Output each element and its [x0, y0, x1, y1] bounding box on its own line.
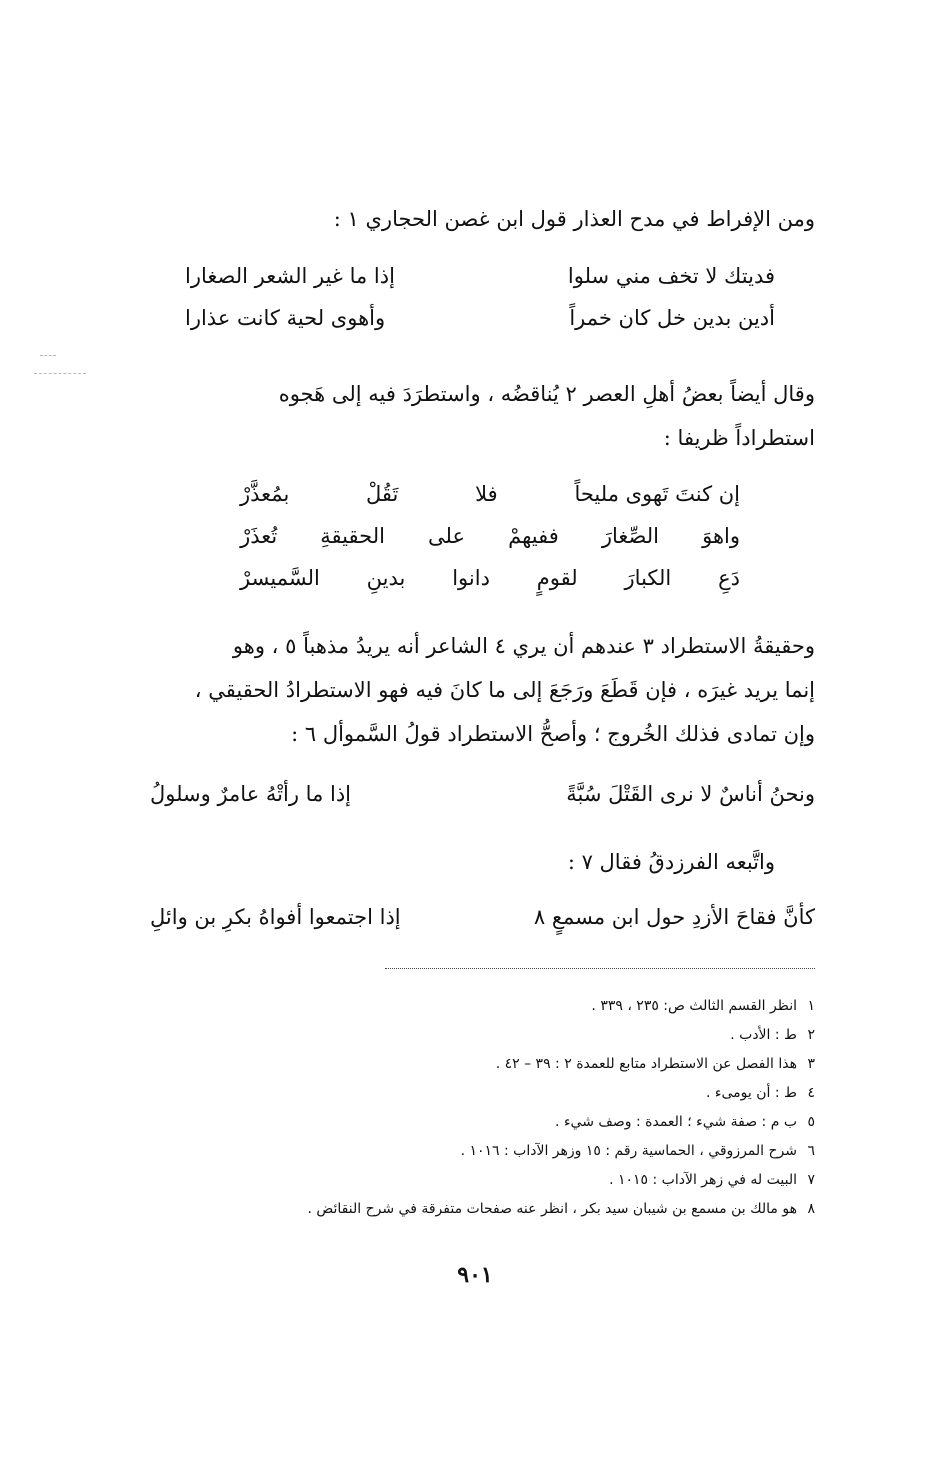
footnote-text: البيت له في زهر الآداب : ١٠١٥ .	[609, 1172, 797, 1188]
hemistich: أدين بدين خل كان خمراً	[569, 306, 775, 330]
footnote-number: ١	[807, 998, 815, 1014]
paragraph-3-line-1: وحقيقةُ الاستطراد ٣ عندهم أن يري ٤ الشاعر أنه يريدُ مذهباً ٥ ، وهو	[232, 634, 815, 658]
hemistich: فديتك لا تخف مني سلوا	[567, 264, 775, 288]
verse-word: واهوَ	[702, 524, 740, 548]
footnote-separator	[385, 968, 815, 969]
footnote-number: ٢	[807, 1027, 815, 1043]
verse-word: ففيهمْ	[508, 524, 559, 548]
verse-word: تُعذَرْ	[240, 524, 278, 548]
footnote	[135, 992, 815, 1021]
verse-word: فلا	[475, 482, 498, 506]
verse-1-line-2	[185, 306, 775, 330]
margin-mark	[40, 355, 56, 356]
footnote	[135, 1137, 815, 1166]
hemistich: إذا ما رأتْهُ عامرٌ وسلولُ	[150, 782, 352, 806]
footnote-number: ٣	[807, 1056, 815, 1072]
paragraph-4: واتَّبعه الفرزدقُ فقال ٧ :	[567, 850, 775, 874]
footnote-text: هو مالك بن مسمع بن شيبان سيد بكر ، انظر عنه صفحات متفرقة في شرح النقائض .	[307, 1201, 797, 1217]
verse-1-line-1	[185, 264, 775, 288]
page-number: ٩٠١	[457, 1262, 493, 1288]
margin-mark	[34, 373, 86, 374]
verse-word: إن كنتَ تَهوى مليحاً	[574, 482, 740, 506]
footnote	[135, 1021, 815, 1050]
paragraph-2-line-2: استطراداً ظريفا :	[663, 426, 815, 450]
footnote-text: ط : أن يومىء .	[706, 1085, 797, 1101]
paragraph-2-line-1: وقال أيضاً بعضُ أهلِ العصر ٢ يُناقضُه ، واستطرَدَ فيه إلى هَجوه	[278, 382, 815, 406]
footnote	[135, 1050, 815, 1079]
verse-word: الكبارَ	[624, 566, 672, 590]
hemistich: ونحنُ أناسٌ لا نرى القَتْلَ سُبَّةً	[566, 782, 815, 806]
footnote	[135, 1166, 815, 1195]
footnote-text: هذا الفصل عن الاستطراد متابع للعمدة ٢ : ٣٩ – ٤٢ .	[495, 1056, 797, 1072]
verse-word: دانوا	[452, 566, 490, 590]
hemistich: وأهوى لحية كانت عذارا	[185, 306, 386, 330]
footnote	[135, 1195, 815, 1224]
footnote-number: ٥	[807, 1114, 815, 1130]
footnote	[135, 1079, 815, 1108]
verse-word: بدينِ	[366, 566, 406, 590]
footnote	[135, 1108, 815, 1137]
intro-line: ومن الإفراط في مدح العذار قول ابن غصن الحجاري ١ :	[333, 207, 815, 231]
footnote-text: ب م : صفة شيء ؛ العمدة : وصف شيء .	[555, 1114, 797, 1130]
verse-2-line-2	[240, 524, 740, 548]
verse-word: دَعِ	[718, 566, 740, 590]
verse-word: الصِّغارَ	[601, 524, 659, 548]
verse-2-line-1	[240, 482, 740, 506]
footnote-text: انظر القسم الثالث ص: ٢٣٥ ، ٣٣٩ .	[591, 998, 797, 1014]
footnotes	[135, 992, 815, 1224]
verse-4	[150, 905, 815, 929]
hemistich: كأنَّ فقاحَ الأزدِ حول ابن مسمعٍ ٨	[533, 905, 815, 929]
verse-word: بمُعذَّرْ	[240, 482, 290, 506]
footnote-number: ٧	[807, 1172, 815, 1188]
footnote-text: شرح المرزوقي ، الحماسية رقم : ١٥ وزهر الآداب : ١٠١٦ .	[460, 1143, 797, 1159]
verse-word: الحقيقةِ	[320, 524, 385, 548]
verse-word: تَقُلْ	[366, 482, 399, 506]
verse-word: السَّميسرْ	[240, 566, 320, 590]
paragraph-3-line-3: وإن تمادى فذلك الخُروج ؛ وأصحُّ الاستطراد قولُ السَّموأل ٦ :	[291, 722, 815, 746]
footnote-number: ٦	[807, 1143, 815, 1159]
verse-2-line-3	[240, 566, 740, 590]
verse-word: لقومٍ	[536, 566, 578, 590]
hemistich: إذا ما غير الشعر الصغارا	[185, 264, 395, 288]
footnote-text: ط : الأدب .	[730, 1027, 797, 1043]
verse-word: على	[428, 524, 466, 548]
footnote-number: ٤	[807, 1085, 815, 1101]
footnote-number: ٨	[807, 1201, 815, 1217]
paragraph-3-line-2: إنما يريد غيرَه ، فإن قَطَعَ ورَجَعَ إلى ما كانَ فيه فهو الاستطرادُ الحقيقي ،	[194, 678, 815, 702]
verse-3	[150, 782, 815, 806]
hemistich: إذا اجتمعوا أفواهُ بكرِ بن وائلِ	[150, 905, 401, 929]
